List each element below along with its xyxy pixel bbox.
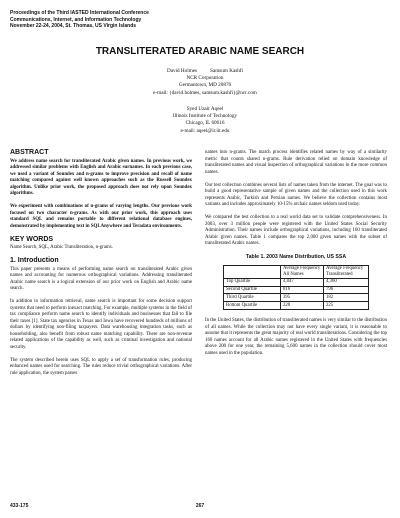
keywords-text: Name Search, SQL, Arabic Transliteration, n-grams. bbox=[10, 245, 113, 250]
table-cell: 182 bbox=[324, 294, 369, 302]
table-cell: 228 bbox=[281, 302, 324, 310]
header-line-2: Communications, Internet, and Information Technology bbox=[10, 16, 142, 23]
header-line-3: November 22-24, 2004, St. Thomas, US Virgin Islands bbox=[10, 23, 137, 30]
author-block-1 bbox=[150, 68, 260, 97]
right-paragraph-4: In the United States, the distribution of transliterated names is very similar to the distribution of all names. While the collection may not have every single variant, it is reasonable to assume that it represents the great majority of real world transliterations. Considering the top 160 names account for all Arabic names registered in the United States with frequencies above 200 for one year, the remaining 5,600 names in the collection should cover most names used in the population. bbox=[205, 318, 387, 356]
intro-paragraph-2: In addition to information retrieval, name search is important for some decision support systems that need to perform inexact matching. For example, multiple systems in the field of tax compliance perform name search to identify individuals and businesses that fail to file their taxes [1]. State tax agencies in Texas and Iowa have recovered hundreds of millions of dollars by identifying non-filing taxpayers. Data warehousing integration tasks, such as householding, also benefit from robust name matching capability. There are non-revenue related applications of the capability as well, such as criminal investigation and national security. bbox=[10, 299, 192, 350]
right-column bbox=[205, 150, 387, 364]
table-header-cell bbox=[224, 265, 281, 278]
table-cell: 4,360 bbox=[324, 278, 369, 286]
right-paragraph-2: Our test collection combines several lists of names taken from the internet. The goal was to build a good representative sample of given names and the collection used in this work represents Arabic, Turkish and Persian names. We believe the collection contains most variants and includes approximately 10-15% archaic names seldom used today. bbox=[205, 182, 387, 207]
table-row bbox=[224, 302, 369, 310]
abstract-paragraph-2: We experiment with combinations of n-grams of varying lengths. Our previous work focused on two character n-grams. As with our prior work, this approach uses standard SQL and remains portable to different relational database engines, demonstrated by implementing text in SQLAnywhere and Teradata environments. bbox=[10, 204, 192, 229]
abstract-heading: ABSTRACT bbox=[10, 149, 49, 156]
table-cell: Second Quartile bbox=[224, 286, 281, 294]
right-paragraph-3: We compared the test collection to a real world data set to validate comprehensiveness. In 2003, over 3 million people were registered with the United States Social Security Administration. Their names include orthographical variations, including 160 transliterated Arabic given names. Table 1 compares the top 2,000 given names with the subset of transliterated Arabic names. bbox=[205, 215, 387, 246]
table-cell: Bottom Quartile bbox=[224, 302, 281, 310]
table-cell: Third Quartile bbox=[224, 294, 281, 302]
keywords-heading: KEY WORDS bbox=[10, 235, 54, 243]
table-header-row bbox=[224, 265, 369, 278]
intro-paragraph-3: The system described herein uses SQL to apply a set of transformation rules, producing enhanced names used for searching. The rules reduce trivial orthographical variations. After rule application, the system parses bbox=[10, 357, 192, 376]
table-row bbox=[224, 294, 369, 302]
abstract-paragraph-1: We address name search for transliterated Arabic given names. In previous work, we addressed similar problems with English and Arabic surnames. In each previous case, we used a variant of Soundex and n-grams to improve precision and recall of name matching compared against well known approaches such as the Russell Soundex algorithm. Unlike prior work, the proposed approach does not rely upon Soundex algorithms. bbox=[10, 158, 192, 196]
left-column bbox=[10, 150, 192, 384]
table-caption: Table 1. 2003 Name Distribution, US SSA bbox=[245, 254, 347, 260]
table-header-cell: Average Frequency All Names bbox=[281, 265, 324, 278]
name-distribution-table bbox=[223, 265, 369, 311]
author-org-2: Illinois Institute of Technology bbox=[172, 113, 238, 120]
table-header-cell: Average Frequency Transliterated bbox=[324, 265, 369, 278]
right-paragraph-1: names into n-grams. The match process identifies related names by way of a similarity metric that counts shared n-grams. Rule derivation relied on domain knowledge of transliterated names and visual inspection of orthographical variations in the more common names. bbox=[205, 150, 387, 175]
table-cell: 225 bbox=[324, 302, 369, 310]
intro-paragraph-1: This paper presents a means of performing name search on transliterated Arabic given names and accounting for numerous orthographical variations. Addressing transliterated Arabic name search is a logical extension of our prior work on English and Arabic name search. bbox=[10, 266, 192, 291]
author-email: e-mail: {david.holmes, samsum.kashfi}@ncr.com bbox=[153, 89, 257, 96]
introduction-heading: 1. Introduction bbox=[10, 257, 59, 264]
table-cell: 796 bbox=[324, 286, 369, 294]
table-row bbox=[224, 278, 369, 286]
author-email-2: e-mail: aqeel@ir.iit.edu bbox=[180, 127, 230, 134]
header-line-1: Proceedings of the Third IASTED International Conference bbox=[10, 10, 149, 16]
author-block-2 bbox=[140, 106, 270, 135]
conference-header bbox=[10, 10, 149, 30]
author-org: NCR Corporation bbox=[186, 75, 224, 82]
table-cell: 4,847 bbox=[281, 278, 324, 286]
author-city: Germantown, MD 20876 bbox=[178, 82, 232, 89]
paper-id: 433-175 bbox=[10, 503, 29, 509]
author-names: David Holmes Samsum Kashfi bbox=[166, 68, 244, 74]
table-cell: Top Quartile bbox=[224, 278, 281, 286]
author-name-2: Syed Uzair Aqeel bbox=[186, 106, 224, 112]
table-row bbox=[224, 286, 369, 294]
table-cell: 395 bbox=[281, 294, 324, 302]
table-cell: 816 bbox=[281, 286, 324, 294]
author-city-2: Chicago, IL 60616 bbox=[185, 120, 225, 127]
page-number: 267 bbox=[195, 503, 205, 509]
paper-title: TRANSLITERATED ARABIC NAME SEARCH bbox=[95, 46, 305, 57]
